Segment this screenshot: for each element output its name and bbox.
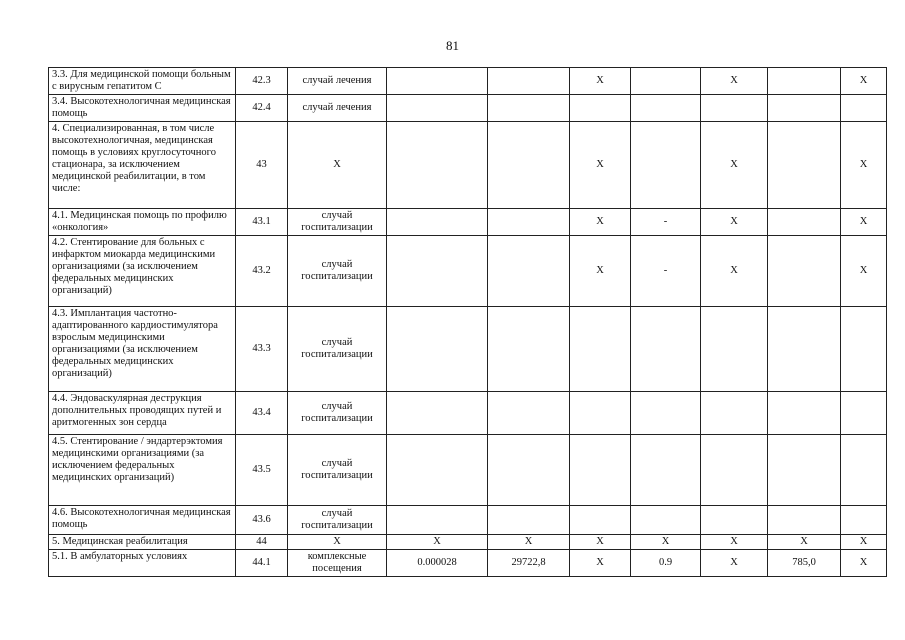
table-cell <box>387 236 488 307</box>
table-cell: Х <box>570 236 631 307</box>
table-row <box>49 435 887 506</box>
table-cell <box>488 506 570 535</box>
table-cell <box>570 95 631 122</box>
table-row <box>49 95 887 122</box>
row-code: 44.1 <box>236 550 288 577</box>
table-row <box>49 307 887 392</box>
table-row <box>49 209 887 236</box>
row-unit: комплексные посещения <box>288 550 387 577</box>
row-unit: случай госпитализации <box>288 392 387 435</box>
table-row <box>49 122 887 209</box>
table-cell <box>387 307 488 392</box>
row-unit: случай госпитализации <box>288 209 387 236</box>
table-cell <box>488 209 570 236</box>
table-cell <box>488 392 570 435</box>
table-cell: 0.9 <box>631 550 701 577</box>
table-cell <box>701 392 768 435</box>
row-unit: Х <box>288 122 387 209</box>
table-cell <box>387 435 488 506</box>
table-row <box>49 236 887 307</box>
table-cell <box>631 307 701 392</box>
table-cell <box>768 95 841 122</box>
table-cell: Х <box>841 122 887 209</box>
row-code: 43.4 <box>236 392 288 435</box>
table-cell <box>701 506 768 535</box>
table-cell <box>768 209 841 236</box>
table-row <box>49 506 887 535</box>
table-cell: Х <box>701 68 768 95</box>
table-cell <box>631 122 701 209</box>
table-cell: Х <box>768 535 841 550</box>
row-label: 4.3. Имплантация частотно-адаптированного кардиостимулятора взрослым медицинскими организациями (за исключением федеральных медицинских организаций) <box>49 307 236 392</box>
table-cell: Х <box>488 535 570 550</box>
table-cell: Х <box>570 209 631 236</box>
table-cell: Х <box>701 550 768 577</box>
table-cell: Х <box>701 209 768 236</box>
row-label: 4.5. Стентирование / эндартерэктомия медицинскими организациями (за исключением федеральных медицинских организаций) <box>49 435 236 506</box>
table-cell <box>841 506 887 535</box>
row-code: 43.1 <box>236 209 288 236</box>
table-cell <box>841 392 887 435</box>
table-cell: Х <box>570 122 631 209</box>
table-cell <box>387 209 488 236</box>
table-cell: Х <box>570 68 631 95</box>
row-unit: случай госпитализации <box>288 435 387 506</box>
tariff-table <box>48 67 887 577</box>
table-cell: Х <box>841 209 887 236</box>
row-label: 4. Специализированная, в том числе высокотехнологичная, медицинская помощь в условиях круглосуточного стационара, за исключением медицинской реабилитации, в том числе: <box>49 122 236 209</box>
row-code: 43.3 <box>236 307 288 392</box>
table-cell <box>488 122 570 209</box>
table-cell <box>570 307 631 392</box>
row-code: 43.6 <box>236 506 288 535</box>
table-cell: Х <box>841 535 887 550</box>
table-cell: 785,0 <box>768 550 841 577</box>
table-cell <box>768 68 841 95</box>
row-code: 43.5 <box>236 435 288 506</box>
table-cell <box>768 307 841 392</box>
row-unit: случай лечения <box>288 95 387 122</box>
row-label: 5. Медицинская реабилитация <box>49 535 236 550</box>
row-label: 3.3. Для медицинской помощи больным с вирусным гепатитом С <box>49 68 236 95</box>
table-cell <box>488 307 570 392</box>
table-cell <box>488 95 570 122</box>
table-cell <box>387 122 488 209</box>
table-cell: 0.000028 <box>387 550 488 577</box>
table-row <box>49 535 887 550</box>
table-row <box>49 392 887 435</box>
table-cell <box>631 68 701 95</box>
table-cell <box>488 435 570 506</box>
row-unit: случай лечения <box>288 68 387 95</box>
row-label: 4.1. Медицинская помощь по профилю «онкология» <box>49 209 236 236</box>
table-cell: Х <box>631 535 701 550</box>
table-cell: Х <box>841 236 887 307</box>
table-cell: Х <box>570 535 631 550</box>
table-cell <box>570 506 631 535</box>
row-code: 42.3 <box>236 68 288 95</box>
table-cell <box>387 95 488 122</box>
table-cell <box>841 95 887 122</box>
table-cell: Х <box>387 535 488 550</box>
table-cell <box>841 435 887 506</box>
table-cell: Х <box>701 535 768 550</box>
table-cell: Х <box>841 550 887 577</box>
row-code: 42.4 <box>236 95 288 122</box>
table-cell <box>768 506 841 535</box>
table-cell <box>631 95 701 122</box>
table-cell: - <box>631 209 701 236</box>
table-cell <box>701 307 768 392</box>
table-cell <box>488 236 570 307</box>
row-code: 43.2 <box>236 236 288 307</box>
row-code: 43 <box>236 122 288 209</box>
table-cell: - <box>631 236 701 307</box>
table-row <box>49 550 887 577</box>
table-cell <box>387 392 488 435</box>
table-cell <box>701 95 768 122</box>
row-label: 4.4. Эндоваскулярная деструкция дополнительных проводящих путей и аритмогенных зон сердца <box>49 392 236 435</box>
row-code: 44 <box>236 535 288 550</box>
table-cell <box>841 307 887 392</box>
table-cell <box>768 435 841 506</box>
table-cell <box>768 236 841 307</box>
table-cell <box>768 392 841 435</box>
row-label: 5.1. В амбулаторных условиях <box>49 550 236 577</box>
row-unit: случай госпитализации <box>288 236 387 307</box>
row-unit: случай госпитализации <box>288 307 387 392</box>
table-cell <box>488 68 570 95</box>
table-cell: Х <box>570 550 631 577</box>
table-cell <box>701 435 768 506</box>
table-cell: Х <box>701 236 768 307</box>
page-number: 81 <box>446 38 459 53</box>
table-cell: 29722,8 <box>488 550 570 577</box>
table-cell: Х <box>841 68 887 95</box>
table-cell <box>570 435 631 506</box>
table-cell <box>768 122 841 209</box>
row-unit: Х <box>288 535 387 550</box>
table-cell <box>570 392 631 435</box>
row-label: 4.2. Стентирование для больных с инфарктом миокарда медицинскими организациями (за исключением федеральных медицинских организаций) <box>49 236 236 307</box>
table-cell <box>631 506 701 535</box>
row-label: 4.6. Высокотехнологичная медицинская помощь <box>49 506 236 535</box>
row-unit: случай госпитализации <box>288 506 387 535</box>
table-cell <box>631 435 701 506</box>
table-cell: Х <box>701 122 768 209</box>
table-row <box>49 68 887 95</box>
row-label: 3.4. Высокотехнологичная медицинская помощь <box>49 95 236 122</box>
table-cell <box>387 506 488 535</box>
table-cell <box>631 392 701 435</box>
table-cell <box>387 68 488 95</box>
